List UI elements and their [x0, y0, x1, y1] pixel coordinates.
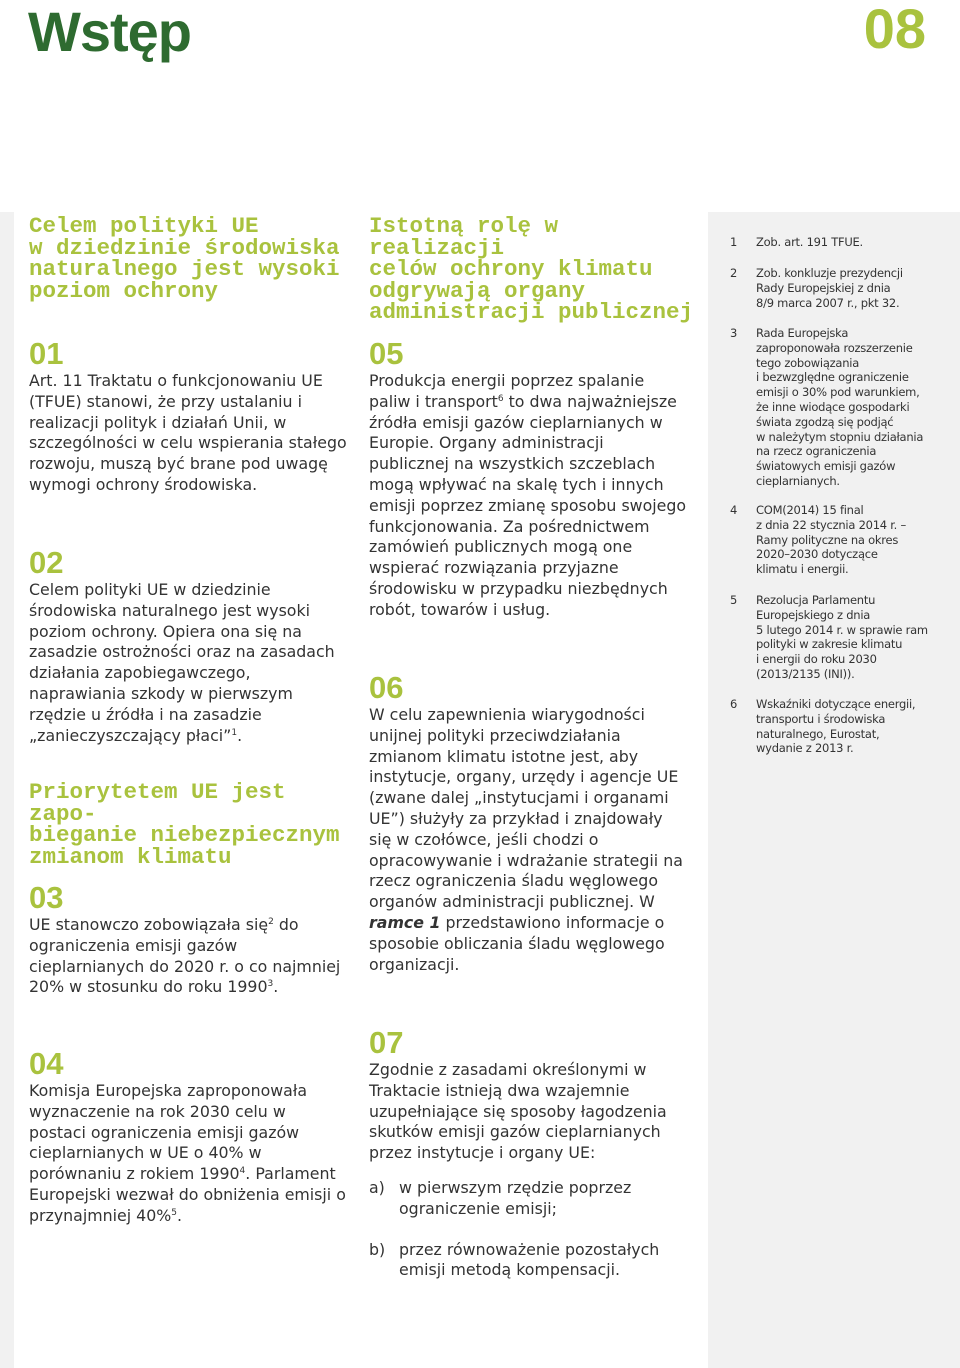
footnote-text: Rezolucja Parlamentu Europejskiego z dnia 5 lutego 2014 r. w sprawie ram polityki w zakresie klimatu i energii do roku 2030 (2013/2135 (INI)).: [756, 593, 928, 681]
paragraph-number: 07: [369, 1025, 404, 1060]
list-item-label: b): [369, 1239, 386, 1259]
paragraph-text: UE stanowczo zobowiązała się$^2$ do ograniczenia emisji gazów cieplarnianych do 2020 r. o co najmniej 20% w stosunku do roku 1990$^3$.: [29, 915, 341, 997]
footnote-ref[interactable]: 1: [231, 727, 238, 738]
paragraph-number: 06: [369, 670, 404, 705]
paragraph-05: [369, 337, 687, 621]
list-item-text: przez równoważenie pozostałych emisji metodą kompensacji.: [399, 1239, 660, 1280]
footnote-number: 4: [730, 503, 738, 517]
paragraph-07: [369, 1026, 687, 1281]
list-item: [369, 1178, 687, 1220]
footnote-4: [730, 503, 945, 577]
paragraph-number: 02: [29, 545, 64, 580]
paragraph-03: [29, 881, 347, 998]
list-item-text: w pierwszym rzędzie poprzez ograniczenie emisji;: [399, 1177, 632, 1218]
paragraph-number: 01: [29, 336, 64, 371]
footnote-1: [730, 235, 945, 250]
paragraph-number: 03: [29, 880, 64, 915]
footnote-number: 5: [730, 593, 738, 607]
paragraph-text: Produkcja energii poprzez spalanie paliw i transport$^6$ to dwa najważniejsze źródła emisji gazów cieplarnianych w Europie. Organy administracji publicznej na wszystkich szczeblach mogą wpływać na skalę tych i innych emisji poprzez zmianę sposobu swojego funkcjonowania. Za pośrednictwem zamówień publicznych mogą one wspierać rozwiązania przyjazne środowisku w przypadku niezbędnych robót, towarów i usług.: [369, 371, 687, 619]
paragraph-number: 04: [29, 1046, 64, 1081]
footnote-number: 3: [730, 326, 738, 340]
page-title: Wstęp: [28, 0, 191, 63]
paragraph-text: Celem polityki UE w dziedzinie środowiska naturalnego jest wysoki poziom ochrony. Opiera ona się na zasadzie ostrożności oraz na zasadach działania zapobiegawczego, naprawiania szkody w pierwszym rzędzie u źródła i na zasadzie „zanieczyszczający płaci”$^1$.: [29, 580, 335, 745]
heading-block-2: [29, 779, 359, 870]
footnote-number: 1: [730, 235, 738, 249]
heading-block-1: [29, 213, 359, 304]
footnote-2: [730, 266, 945, 310]
section-heading: Istotną rolę w realizacji celów ochrony klimatu odgrywają organy administracji publicznej: [369, 213, 694, 325]
paragraph-06: [369, 671, 687, 975]
paragraph-number: 05: [369, 336, 404, 371]
footnote-ref[interactable]: 4: [239, 1166, 246, 1177]
page-number: 08: [863, 0, 926, 60]
paragraph-text: Zgodnie z zasadami określonymi w Traktacie istnieją dwa wzajemnie uzupełniające się sposoby łagodzenia skutków emisji gazów cieplarnianych przez instytucje i organy UE:: [369, 1060, 667, 1163]
box-reference[interactable]: ramce 1: [369, 912, 441, 932]
footnote-text: Zob. art. 191 TFUE.: [756, 235, 863, 249]
footnote-3: [730, 326, 945, 489]
footnote-5: [730, 593, 945, 682]
footnote-text: COM(2014) 15 final z dnia 22 stycznia 2014 r. – Ramy polityczne na okres 2020–2030 dotyczące klimatu i energii.: [756, 503, 906, 577]
footnote-text: Rada Europejska zaproponowała rozszerzenie tego zobowiązania i bezwzględne ograniczenie emisji o 30% pod warunkiem, że inne wiodące gospodarki świata zgodzą się podjąć w należytym stopniu działania na rzecz ograniczenia światowych emisji gazów cieplarnianych.: [756, 326, 924, 488]
paragraph-text: Komisja Europejska zaproponowała wyznaczenie na rok 2030 celu w postaci ograniczenia emisji gazów cieplarnianych w UE o 40% w porównaniu z rokiem 1990$^4$. Parlament Europejski wezwał do obniżenia emisji o przynajmniej 40%$^5$.: [29, 1081, 346, 1225]
footnote-ref[interactable]: 6: [497, 393, 504, 404]
left-margin-band: [0, 212, 14, 1368]
footnote-number: 2: [730, 266, 738, 280]
footnote-ref[interactable]: 5: [171, 1207, 178, 1218]
paragraph-02: [29, 546, 347, 746]
paragraph-01: [29, 337, 347, 496]
paragraph-text: Art. 11 Traktatu o funkcjonowaniu UE (TFUE) stanowi, że przy ustalaniu i realizacji polityk i działań Unii, w szczególności w celu wspierania stałego rozwoju, muszą być brane pod uwagę wymogi ochrony środowiska.: [29, 371, 347, 494]
footnote-number: 6: [730, 697, 738, 711]
footnote-ref[interactable]: 3: [267, 979, 274, 990]
section-heading: Priorytetem UE jest zapo- bieganie niebezpiecznym zmianom klimatu: [29, 779, 340, 870]
paragraph-04: [29, 1047, 347, 1227]
paragraph-text: W celu zapewnienia wiarygodności unijnej polityki przeciwdziałania zmianom klimatu istotne jest, aby instytucje, organy, urzędy i agencje UE (zwane dalej „instytucjami i organami UE”) służyły za przykład i znajdowały się w czołówce, jeśli chodzi o opracowywanie i wdrażanie strategii na rzecz ograniczenia śladu węglowego organów administracji publicznej. W ramce 1 przedstawiono informacje o sposobie obliczania śladu węglowego organizacji.: [369, 705, 683, 974]
heading-block-3: [369, 213, 699, 325]
list-item-label: a): [369, 1177, 385, 1197]
footnote-text: Zob. konkluzje prezydencji Rady Europejskiej z dnia 8/9 marca 2007 r., pkt 32.: [756, 266, 903, 310]
footnote-6: [730, 697, 945, 756]
footnote-ref[interactable]: 2: [268, 917, 274, 927]
section-heading: Celem polityki UE w dziedzinie środowiska naturalnego jest wysoki poziom ochrony: [29, 213, 340, 304]
footnote-text: Wskaźniki dotyczące energii, transportu i środowiska naturalnego, Eurostat, wydanie z 2013 r.: [756, 697, 916, 756]
list-item: [369, 1240, 687, 1282]
